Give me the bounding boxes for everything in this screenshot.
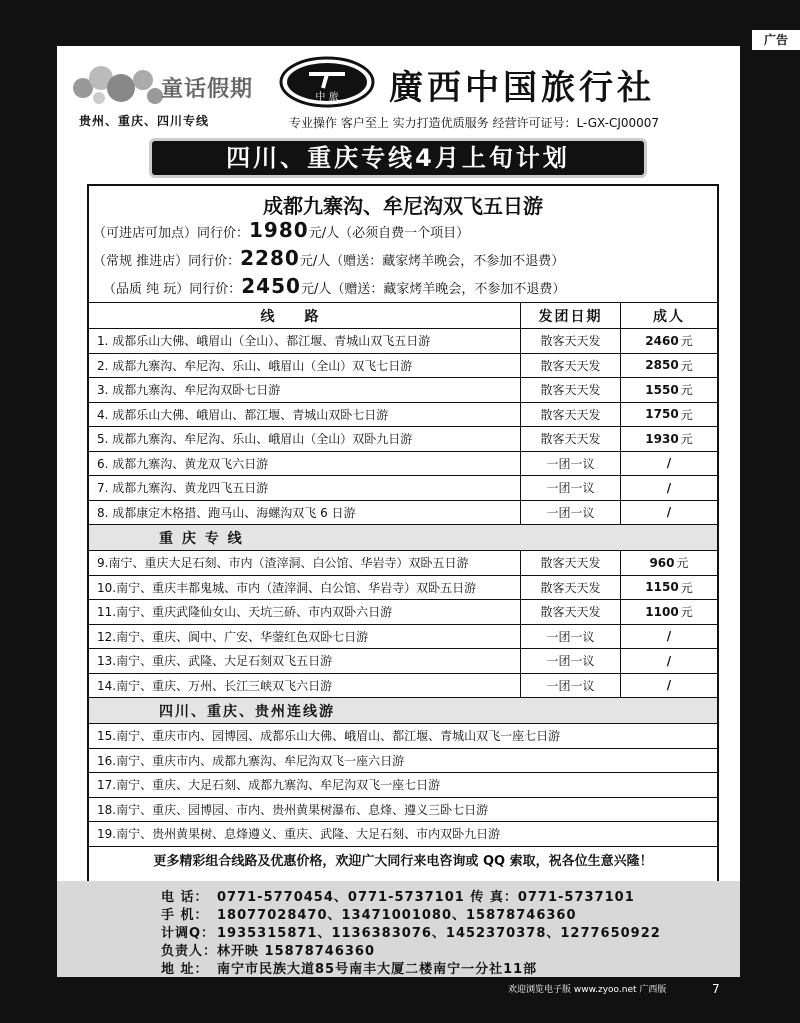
table-row (89, 402, 717, 427)
brand-routes: 贵州、重庆、四川专线 (79, 114, 210, 128)
price-amount: 960 (649, 555, 675, 570)
price-unit: 元 (680, 407, 693, 422)
date-cell: 散客天天发 (521, 403, 621, 427)
price-note: 元/人（赠送：藏家烤羊晚会，不参加不退费） (300, 282, 566, 297)
feature-title: 成都九寨沟、牟尼沟双飞五日游 (263, 194, 543, 218)
table-row (89, 353, 717, 378)
price-unit: 元 (680, 383, 693, 398)
route-table (87, 184, 719, 910)
contact-address (161, 961, 740, 979)
price-amount: / (666, 505, 672, 520)
table-row (89, 451, 717, 476)
price-cell (621, 576, 717, 600)
price-value: 2450 (241, 274, 301, 298)
cits-logo-icon (279, 56, 375, 108)
footer-website: 欢迎浏览电子版 www.zyoo.net 广西版 (508, 985, 667, 995)
route-cell: 15.南宁、重庆市内、园博园、成都乐山大佛、峨眉山、都江堰、青城山双飞一座七日游 (97, 729, 561, 744)
table-row (89, 500, 717, 525)
price-cell (621, 354, 717, 378)
price-line (103, 274, 565, 298)
price-note: 元/人（必须自费一个项目） (308, 226, 470, 241)
price-amount: 1750 (645, 407, 679, 422)
price-amount: / (666, 480, 672, 495)
price-amount: 1550 (645, 382, 679, 397)
table-row (89, 575, 717, 600)
table-row (89, 772, 717, 797)
route-cell: 16.南宁、重庆市内、成都九寨沟、牟尼沟双飞一座六日游 (97, 753, 405, 768)
price-cell (621, 551, 717, 575)
contact-label: 手 机： (161, 908, 209, 923)
price-amount: 2460 (645, 333, 679, 348)
table-row (89, 475, 717, 500)
route-cell: 4. 成都乐山大佛、峨眉山、都江堰、青城山双卧七日游 (89, 403, 521, 427)
date-cell: 散客天天发 (521, 576, 621, 600)
section-label: 重 庆 专 线 (159, 530, 244, 547)
price-cell (621, 476, 717, 500)
price-amount: / (666, 629, 672, 644)
ad-page (57, 46, 740, 977)
date-cell: 一团一议 (521, 501, 621, 525)
header-route: 线路 (89, 303, 521, 328)
price-cell (621, 649, 717, 673)
date-cell: 散客天天发 (521, 378, 621, 402)
date-cell: 一团一议 (521, 476, 621, 500)
price-unit: 元 (680, 432, 693, 447)
date-cell: 散客天天发 (521, 551, 621, 575)
date-cell: 散客天天发 (521, 600, 621, 624)
ad-tag: 广告 (752, 30, 800, 50)
price-unit: 元 (680, 605, 693, 620)
brand-logo (69, 62, 259, 114)
price-note: 元/人（赠送：藏家烤羊晚会，不参加不退费） (299, 254, 565, 269)
price-cell (621, 403, 717, 427)
contact-value: 18077028470、13471001080、15878746360 (217, 908, 577, 923)
contact-label: 负责人： (161, 944, 218, 959)
table-header (89, 302, 717, 328)
table-row (89, 550, 717, 575)
route-cell: 8. 成都康定木格措、跑马山、海螺沟双飞 6 日游 (89, 501, 521, 525)
contact-qq (161, 925, 740, 943)
price-line (93, 246, 564, 270)
agency-name: 廣西中国旅行社 (389, 68, 655, 108)
table-row (89, 624, 717, 649)
contact-manager (161, 943, 740, 961)
date-cell: 散客天天发 (521, 329, 621, 353)
table-row (89, 748, 717, 773)
contact-value: 1935315871、1136383076、1452370378、1277650922 (217, 926, 661, 941)
price-cell (621, 625, 717, 649)
price-amount: 1930 (645, 431, 679, 446)
price-line (93, 218, 469, 242)
header-price: 成人 (653, 308, 685, 325)
contact-info (57, 881, 740, 977)
price-cell (621, 427, 717, 451)
feature-offer (89, 186, 717, 302)
section-chongqing (89, 524, 717, 550)
date-cell: 散客天天发 (521, 354, 621, 378)
contact-phone (161, 889, 740, 907)
price-cell (621, 329, 717, 353)
price-cell (621, 501, 717, 525)
contact-value: 0771-5770454、0771-5737101 传 真：0771-5737101 (217, 890, 635, 905)
route-cell: 18.南宁、重庆、园博园、市内、贵州黄果树瀑布、息烽、遵义三卧七日游 (97, 802, 489, 817)
table-row (89, 426, 717, 451)
route-grid (89, 302, 717, 872)
contact-label: 电 话： (161, 890, 209, 905)
price-unit: 元 (676, 556, 689, 571)
price-unit: 元 (680, 334, 693, 349)
date-cell: 一团一议 (521, 649, 621, 673)
price-tier-label: （可进店可加点）同行价： (93, 226, 250, 241)
section-combo (89, 697, 717, 723)
table-row (89, 377, 717, 402)
table-row (89, 673, 717, 698)
table-row (89, 723, 717, 748)
table-row (89, 599, 717, 624)
price-amount: / (666, 456, 672, 471)
date-cell: 一团一议 (521, 674, 621, 698)
date-cell: 一团一议 (521, 625, 621, 649)
price-cell (621, 600, 717, 624)
bubbles-icon (69, 62, 169, 108)
price-tier-label: （品质 纯 玩）同行价： (103, 282, 242, 297)
price-amount: 1100 (645, 604, 679, 619)
route-cell: 2. 成都九寨沟、牟尼沟、乐山、峨眉山（全山）双飞七日游 (89, 354, 521, 378)
route-cell: 7. 成都九寨沟、黄龙四飞五日游 (89, 476, 521, 500)
route-cell: 19.南宁、贵州黄果树、息烽遵义、重庆、武隆、大足石刻、市内双卧九日游 (97, 827, 501, 842)
route-cell: 6. 成都九寨沟、黄龙双飞六日游 (89, 452, 521, 476)
route-cell: 5. 成都九寨沟、牟尼沟、乐山、峨眉山（全山）双卧九日游 (89, 427, 521, 451)
route-cell: 9.南宁、重庆大足石刻、市内（渣滓洞、白公馆、华岩寺）双卧五日游 (89, 551, 521, 575)
price-amount: / (666, 678, 672, 693)
route-cell: 10.南宁、重庆丰都鬼城、市内（渣滓洞、白公馆、华岩寺）双卧五日游 (89, 576, 521, 600)
route-cell: 3. 成都九寨沟、牟尼沟双卧七日游 (89, 378, 521, 402)
contact-label: 地 址： (161, 962, 209, 977)
price-cell (621, 378, 717, 402)
tagline: 专业操作 客户至上 实力打造优质服务 经营许可证号：L-GX-CJ00007 (289, 116, 660, 130)
contact-mobile (161, 907, 740, 925)
logo-text: 中 旅 (315, 92, 339, 103)
route-cell: 12.南宁、重庆、阆中、广安、华蓥红色双卧七日游 (89, 625, 521, 649)
price-cell (621, 674, 717, 698)
banner-title: 四川、重庆专线4月上旬计划 (149, 138, 647, 178)
table-row (89, 821, 717, 846)
contact-value: 南宁市民族大道85号南丰大厦二楼南宁一分社11部 (217, 962, 538, 977)
table-footer-note: 更多精彩组合线路及优惠价格，欢迎广大同行来电咨询或 QQ 索取，祝各位生意兴隆！ (89, 846, 717, 872)
table-row (89, 648, 717, 673)
table-row (89, 797, 717, 822)
date-cell: 散客天天发 (521, 427, 621, 451)
contact-label: 计调Q： (161, 926, 216, 941)
header-date: 发团日期 (521, 303, 621, 328)
price-tier-label: （常规 推进店）同行价： (93, 254, 241, 269)
price-amount: 2850 (645, 358, 679, 373)
page-number: 7 (712, 982, 720, 996)
contact-value: 林开映 15878746360 (217, 944, 376, 959)
route-cell: 14.南宁、重庆、万州、长江三峡双飞六日游 (89, 674, 521, 698)
route-cell: 17.南宁、重庆、大足石刻、成都九寨沟、牟尼沟双飞一座七日游 (97, 778, 441, 793)
price-unit: 元 (680, 580, 693, 595)
route-cell: 11.南宁、重庆武隆仙女山、天坑三硚、市内双卧六日游 (89, 600, 521, 624)
header (57, 46, 740, 138)
price-unit: 元 (680, 358, 693, 373)
price-cell (621, 452, 717, 476)
price-amount: / (666, 653, 672, 668)
price-value: 1980 (249, 218, 309, 242)
table-row (89, 328, 717, 353)
price-amount: 1150 (645, 580, 679, 595)
route-cell: 1. 成都乐山大佛、峨眉山（全山）、都江堰、青城山双飞五日游 (89, 329, 521, 353)
section-label: 四川、重庆、贵州连线游 (159, 703, 335, 720)
route-cell: 13.南宁、重庆、武隆、大足石刻双飞五日游 (89, 649, 521, 673)
brand-slogan: 童话假期 (161, 77, 254, 102)
date-cell: 一团一议 (521, 452, 621, 476)
price-value: 2280 (240, 246, 300, 270)
